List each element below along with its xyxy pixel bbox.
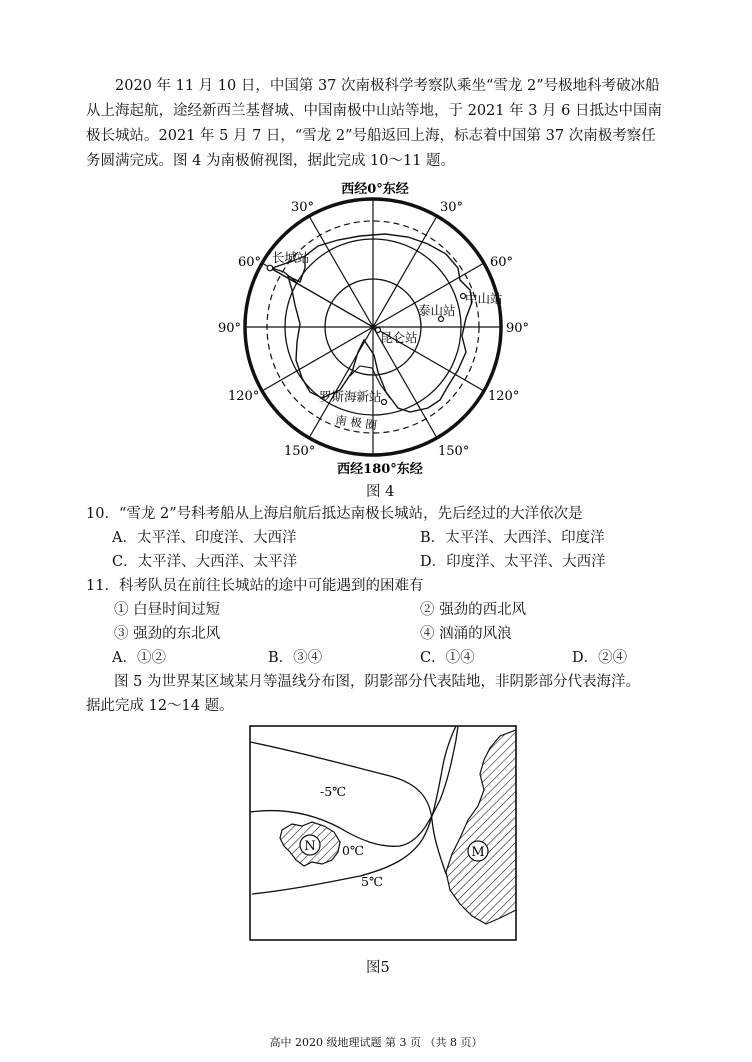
intro-line: 2020 年 11 月 10 日，中国第 37 次南极科学考察队乘坐“雪龙 2”号极地科考破冰船 bbox=[115, 78, 660, 94]
label-m: M bbox=[471, 845, 485, 860]
lon-label-120e: 120° bbox=[488, 389, 520, 404]
figure-5-caption: 图5 bbox=[366, 960, 390, 976]
isotherm-label-0: 0℃ bbox=[342, 843, 364, 858]
lon-label-90w: 90° bbox=[218, 321, 242, 336]
q10-option-c: C．太平洋、大西洋、太平洋 bbox=[112, 554, 298, 570]
figure-4-antarctica-map bbox=[210, 176, 540, 476]
lon-label-90e: 90° bbox=[506, 321, 530, 336]
q11-item-4: ④ 汹涌的风浪 bbox=[420, 626, 512, 642]
isotherm-label-minus5: -5℃ bbox=[320, 784, 347, 799]
intro-line: 务圆满完成。图 4 为南极俯视图，据此完成 10～11 题。 bbox=[86, 153, 456, 169]
q10-option-a: A．太平洋、印度洋、大西洋 bbox=[112, 530, 297, 546]
changcheng-station-marker bbox=[267, 265, 273, 271]
intro-line: 从上海起航，途经新西兰基督城、中国南极中山站等地，于 2021 年 3 月 6 日抵达中国南 bbox=[86, 103, 663, 119]
figure-4-caption: 图 4 bbox=[366, 484, 395, 500]
figure-5-isotherm-map bbox=[244, 722, 520, 944]
lon-label-60w: 60° bbox=[238, 255, 262, 270]
antarctic-circle-label: 南 极 圈 bbox=[334, 412, 378, 433]
bottom-meridian-label: 西经180°东经 bbox=[337, 462, 423, 476]
south-pole-point bbox=[371, 325, 375, 329]
zhongshan-station-label: 中山站 bbox=[465, 291, 503, 306]
label-n: N bbox=[304, 839, 316, 854]
q11-item-2: ② 强劲的西北风 bbox=[420, 602, 527, 618]
kunlun-station-label: 昆仑站 bbox=[380, 330, 418, 345]
q11-item-1: ① 白昼时间过短 bbox=[114, 602, 221, 618]
top-meridian-label: 西经0°东经 bbox=[341, 182, 409, 197]
luosi-station-label: 罗斯海新站 bbox=[319, 389, 382, 404]
taishan-station-label: 泰山站 bbox=[418, 303, 456, 318]
isotherm-label-5: 5℃ bbox=[361, 874, 383, 889]
q10-option-d: D．印度洋、太平洋、大西洋 bbox=[420, 554, 606, 570]
page-footer: 高中 2020 级地理试题 第 3 页 （共 8 页） bbox=[269, 1036, 483, 1049]
lon-label-30e: 30° bbox=[440, 200, 464, 215]
intro-paragraph bbox=[86, 74, 666, 174]
q11-item-3: ③ 强劲的东北风 bbox=[114, 626, 221, 642]
lon-label-60e: 60° bbox=[490, 255, 514, 270]
lon-label-150w: 150° bbox=[284, 444, 316, 459]
lon-label-120w: 120° bbox=[228, 389, 260, 404]
intro-line: 极长城站。2021 年 5 月 7 日，“雪龙 2”号船返回上海，标志着中国第 37 次南极考察任 bbox=[86, 128, 656, 144]
luosi-station-marker bbox=[382, 400, 387, 405]
q11-stem: 11．科考队员在前往长城站的途中可能遇到的困难有 bbox=[86, 578, 424, 594]
q11-option-b: B．③④ bbox=[268, 650, 323, 666]
fig5-intro-line1: 图 5 为世界某区域某月等温线分布图，阴影部分代表陆地，非阴影部分代表海洋。 bbox=[114, 674, 640, 690]
lon-label-150e: 150° bbox=[438, 444, 470, 459]
q10-option-b: B．太平洋、大西洋、印度洋 bbox=[420, 530, 605, 546]
fig5-intro-line2: 据此完成 12～14 题。 bbox=[86, 698, 234, 714]
lon-label-30w: 30° bbox=[291, 200, 315, 215]
changcheng-station-label: 长城站 bbox=[272, 250, 310, 265]
q11-option-d: D．②④ bbox=[572, 650, 628, 666]
q11-option-c: C．①④ bbox=[420, 650, 475, 666]
q11-option-a: A．①② bbox=[112, 650, 166, 666]
q10-stem: 10．“雪龙 2”号科考船从上海启航后抵达南极长城站，先后经过的大洋依次是 bbox=[86, 506, 583, 522]
